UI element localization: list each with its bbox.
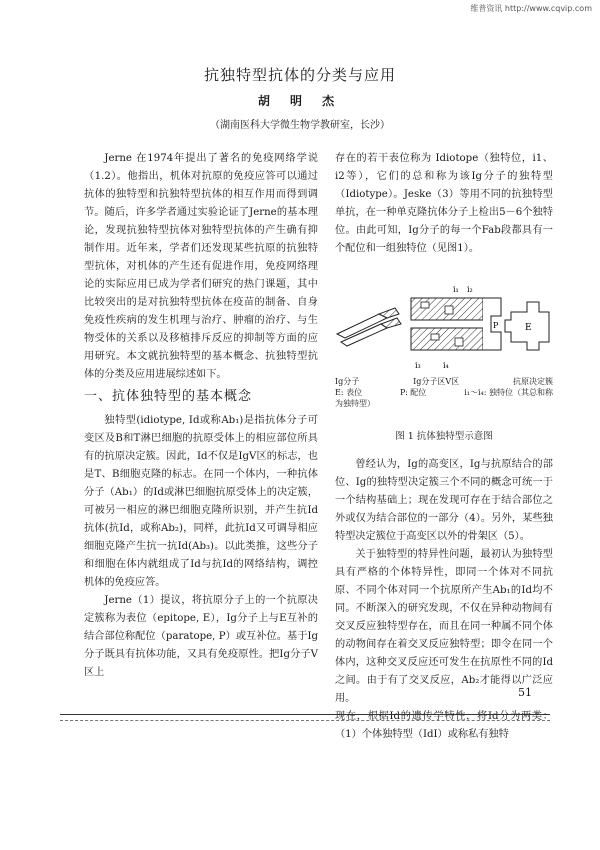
hypervariable-paragraph: 曾经认为，Ig的高变区，Ig与抗原结合的部位、Ig的独特型决定簇三个不同的概念可统一于一个结构基础上；现在发现可存在于结合部位之外或仅为结合部位的一部分（4）。另外，某些独特型决定簇位于高变区以外的骨架区（5）。: [335, 459, 553, 542]
page-number: 51: [518, 686, 532, 699]
legend-v-region: Ig分子区V区: [413, 377, 460, 386]
watermark: 维普资讯 http://www.cqvip.com: [470, 4, 592, 13]
legend-idiotope: i₁～i₄: 独特位（其总和称: [464, 388, 553, 397]
left-column: [84, 150, 318, 682]
bottom-rule-secondary: [60, 720, 550, 721]
label-i3: i₃: [415, 361, 421, 370]
bottom-rule: [60, 714, 550, 715]
idiotype-definition-paragraph: 独特型(idiotype, Id或称Ab₁)是指抗体分子可变区及B和T淋巴细胞的抗原受体上的相应部位所具有的抗原决定簇。因此，Id不仅是IgV区的标志，也是T、B细胞克隆的标志。在同一个体内，一种抗体分子（Ab₁）的Id或淋巴细胞抗原受体上的决定簇，可被另一相应的淋巴细胞克隆所识别，并产生抗Id抗体(抗Id，或称Ab₂)，同样，此抗Id又可调导相应细胞克隆产生抗一抗Id(Ab₃)。以此类推，这些分子和细胞在体内就组成了Id与抗Id的网络结构，调控机体的免疫应答。: [84, 415, 318, 588]
legend-epitope: E: 表位: [335, 388, 363, 397]
author-affiliation: （湖南医科大学微生物学教研室，长沙）: [210, 120, 390, 131]
figure-legend: [335, 376, 553, 409]
article-title: 抗独特型抗体的分类与应用: [203, 66, 396, 84]
legend-antigen: 抗原决定簇: [513, 377, 553, 386]
idiotype-diagram: [335, 272, 553, 376]
legend-ig-molecule: Ig分子: [335, 377, 360, 386]
classification-paragraph: 现在，根据Id的遗传学特性，将Id分为两类：（1）个体独特型（IdI）或称私有独特: [335, 711, 553, 740]
specificity-paragraph: 关于独特型的特异性问题，最初认为独特型具有严格的个体特异性，即同一个体对不同抗原、不同个体对同一个抗原所产生Ab₁的Id均不同。不断深入的研究发现，不仅在异种动物间有交叉反应独特型存在，而且在同一种属不同个体的动物间存在着交叉反应独特型；即令在同一个体内，这种交叉反应还可发生在抗原性不同的Id之间。由于有了交叉反应，Ab₂才能得以广泛应用。: [335, 549, 553, 704]
section-heading: 一、抗体独特型的基本概念: [84, 389, 253, 404]
label-e: E: [525, 323, 532, 333]
intro-paragraph: Jerne 在1974年提出了著名的免疫网络学说（1.2）。他指出，机体对抗原的免疫应答可以通过抗体的独特型和抗独特型抗体的相互作用而得到调节。随后，许多学者通过实验论证了Jerne的基本理论，发现抗独特型抗体对独特型抗体的产生确有抑制作用。近年来，学者们还发现某些抗原的抗独特型抗体，对机体的产生还有促进作用，免疫网络理论的实际应用已成为学者们研究的热门课题，其中比较突出的是对抗独特型抗体在疫苗的制备、自身免疫性疾病的发生机理与治疗、肿瘤的治疗、与生物受体的关系以及移植排斥反应的抑制等方面的应用研究。本文就抗独特型的基本概念、抗独特型抗体的分类及应用进展综述如下。: [84, 153, 318, 380]
epitope-paratope-paragraph: Jerne（1）提议，将抗原分子上的一个抗原决定簇称为表位（epitope, E），Ig分子上与E互补的结合部位称配位（paratope, P）或互补位。基于Ig分子既具有抗体功能，又具有免疫原性。把Ig分子V区上: [84, 595, 318, 678]
v-region-shape: [411, 298, 501, 350]
idiotope-paragraph: 存在的若干表位称为 Idiotope（独特位，i1、i2等），它们的总和称为该Ig分子的独特型（Idiotype）。Jeske（3）等用不同的抗独特型单抗，在一种单克隆抗体分子上检出5－6个独特位。由此可知，Ig分子的每一个Fab段都具有一个配位和一组独特位（见图1）。: [335, 153, 553, 254]
label-p: P: [493, 321, 499, 330]
label-i4: i₄: [443, 361, 449, 370]
legend-paratope: P: 配位: [399, 388, 427, 397]
author-name: 胡 明 杰: [257, 94, 343, 108]
ig-molecule-shape: [337, 308, 401, 346]
figure-caption: 图 1 抗体独特型示意图: [395, 431, 493, 442]
right-column: [335, 150, 553, 744]
legend-idiotype-note: 为独特型）: [335, 399, 375, 408]
label-i1: i₁: [453, 285, 459, 294]
label-i2: i₂: [467, 285, 473, 294]
figure-1: [335, 272, 553, 422]
